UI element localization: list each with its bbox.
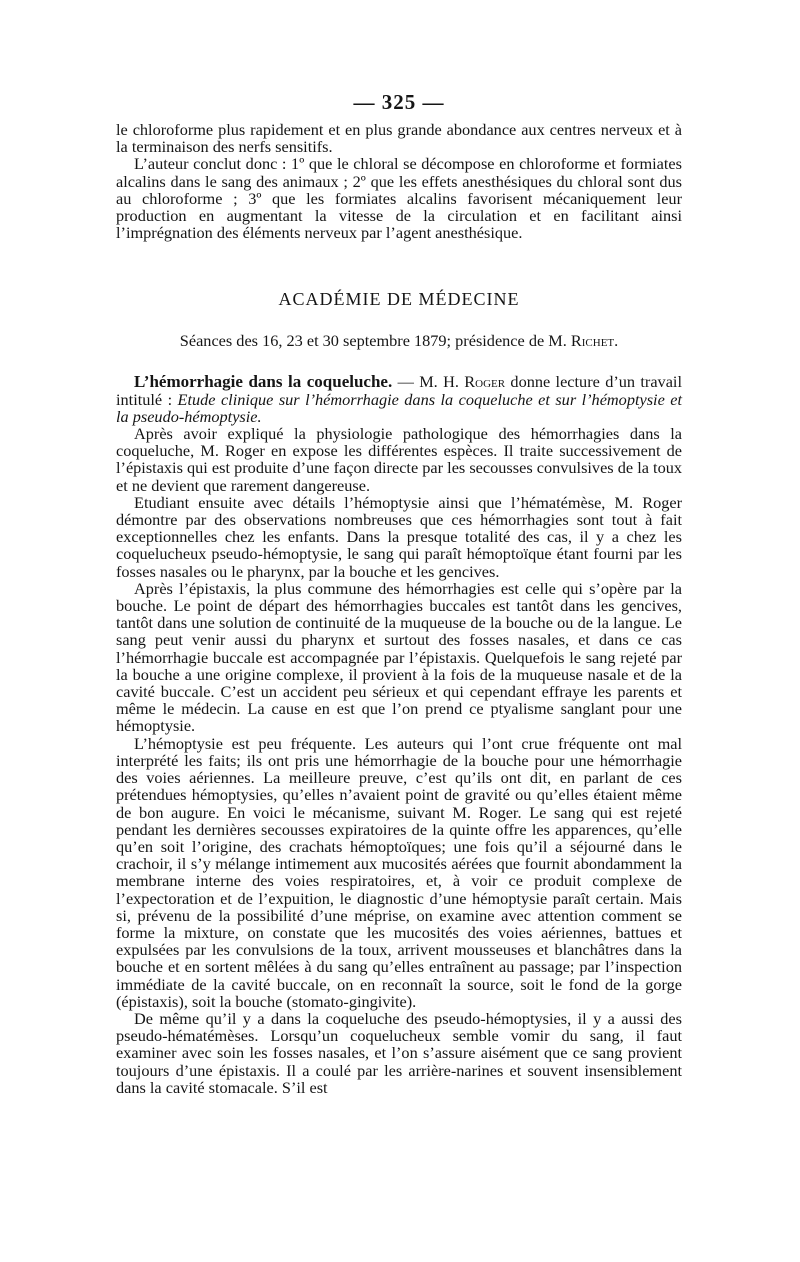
article-paragraph: L’hémoptysie est peu fréquente. Les auteurs qui l’ont crue fréquente ont mal interprété les faits; ils ont pris une hémorrhagie de la bouche pour une hémorrhagie des voies aériennes. La meilleure preuve, c’est qu’ils ont dit, en parlant de ces prétendues hémoptysies, qu’elles n’avaient point de gravité ou qu’elles étaient même de bon augure. En voici le mécanisme, suivant M. Roger. Le sang qui est rejeté pendant les dernières secousses expiratoires de la quinte offre les apparences, qu’elle qu’en soit l’origine, des crachats hémoptoïques; une fois qu’il a séjourné dans le crachoir, il s’y mélange intimement aux mucosités aérées que fournit abondamment la membrane interne des voies respiratoires, et, à voir ce produit complexe de l’expectoration et de l’expuition, le diagnostic d’une hémoptysie paraît certain. Mais si, prévenu de la possibilité d’une méprise, on examine avec attention comment se forme la mixture, on constate que les mucosités des voies aériennes, battues et expulsées par les convulsions de la toux, arrivent mousseuses et blanchâtres dans la bouche et en sortent mêlées à du sang qu’elles entraînent au passage; par l’inspection immédiate de la cavité buccale, on en reconnaît la source, soit le fond de la gorge (épistaxis), soit la bouche (stomato-gingivite).: [116, 733, 682, 1011]
section-title: ACADÉMIE DE MÉDECINE: [278, 289, 520, 310]
conclusion-paragraph: L’auteur conclut donc : 1º que le chloral se décompose en chloroforme et formiates alcalins dans le sang des animaux ; 2º que les effets anesthésiques du chloral sont dus au chloroforme ; 3º que les formiates alcalins favorisent mécaniquement leur production en augmentant la vitesse de la circulation et en facilitant ainsi l’imprégnation des éléments nerveux par l’agent anesthésique.: [116, 154, 682, 243]
article-paragraph: Après l’épistaxis, la plus commune des hémorrhagies est celle qui s’opère par la bouche. Le point de départ des hémorrhagies buccales est tantôt dans les gencives, tantôt dans une solution de continuité de la muqueuse de la bouche ou de la langue. Le sang peut venir aussi du pharynx et surtout des fosses nasales, et dans ce cas l’hémorrhagie buccale est accompagnée par l’épistaxis. Quelquefois le sang rejeté par la bouche a une origine complexe, il provient à la fois de la muqueuse nasale et de la cavité buccale. C’est un accident peu sérieux et qui cependant effraye les parents et même le médecin. La cause en est que l’on prend ce ptyalisme sanglant pour une hémoptysie.: [116, 578, 682, 736]
article-lead-paragraph: [116, 373, 682, 425]
article-work-title: Etude clinique sur l’hémorrhagie dans la coqueluche et sur l’hémoptysie et la pseudo-hémoptysie.: [116, 389, 682, 426]
article-intro: donne lecture d’un travail intitulé :: [116, 372, 682, 409]
article-paragraph: Après avoir expliqué la physiologie pathologique des hémorrhagies dans la coqueluche, M. Roger en expose les différentes espèces. Il traite successivement de l’épistaxis qui est produite d’une façon directe par les secousses convulsives de la toux et ne devient que rarement dangereuse.: [116, 424, 682, 495]
session-president: Richet.: [570, 331, 619, 351]
continuation-paragraph: le chloroforme plus rapidement et en plus grande abondance aux centres nerveux et à la terminaison des nerfs sensitifs.: [116, 120, 682, 157]
article-paragraph: De même qu’il y a dans la coqueluche des pseudo-hémoptysies, il y a aussi des pseudo-hématémèses. Lorsqu’un coquelucheux semble vomir du sang, il faut examiner avec soin les fosses nasales, et l’on s’assure aisément que ce sang provient toujours d’une épistaxis. Il a coulé par les arrière-narines et souvent insensiblement dans la cavité stomacale. S’il est: [116, 1008, 682, 1097]
article-paragraph: Etudiant ensuite avec détails l’hémoptysie ainsi que l’hématémèse, M. Roger démontre par des observations nombreuses que ces hémorrhagies sont tout à fait exceptionnelles chez les enfants. Dans la presque totalité des cas, il y a chez les coquelucheux pseudo-hémoptysie, le sang qui paraît hémoptoïque étant fourni par les fosses nasales ou le pharynx, par la bouche et les gencives.: [116, 492, 682, 581]
session-line: [116, 331, 682, 351]
session-text: Séances des 16, 23 et 30 septembre 1879; présidence de M.: [179, 331, 571, 351]
page-text-block: [116, 90, 682, 1096]
article-dash: — M. H.: [392, 372, 465, 392]
page-number: — 325 —: [353, 90, 445, 114]
article-author: Roger: [464, 372, 506, 392]
article-run-in-title: L’hémorrhagie dans la coqueluche.: [134, 372, 393, 392]
